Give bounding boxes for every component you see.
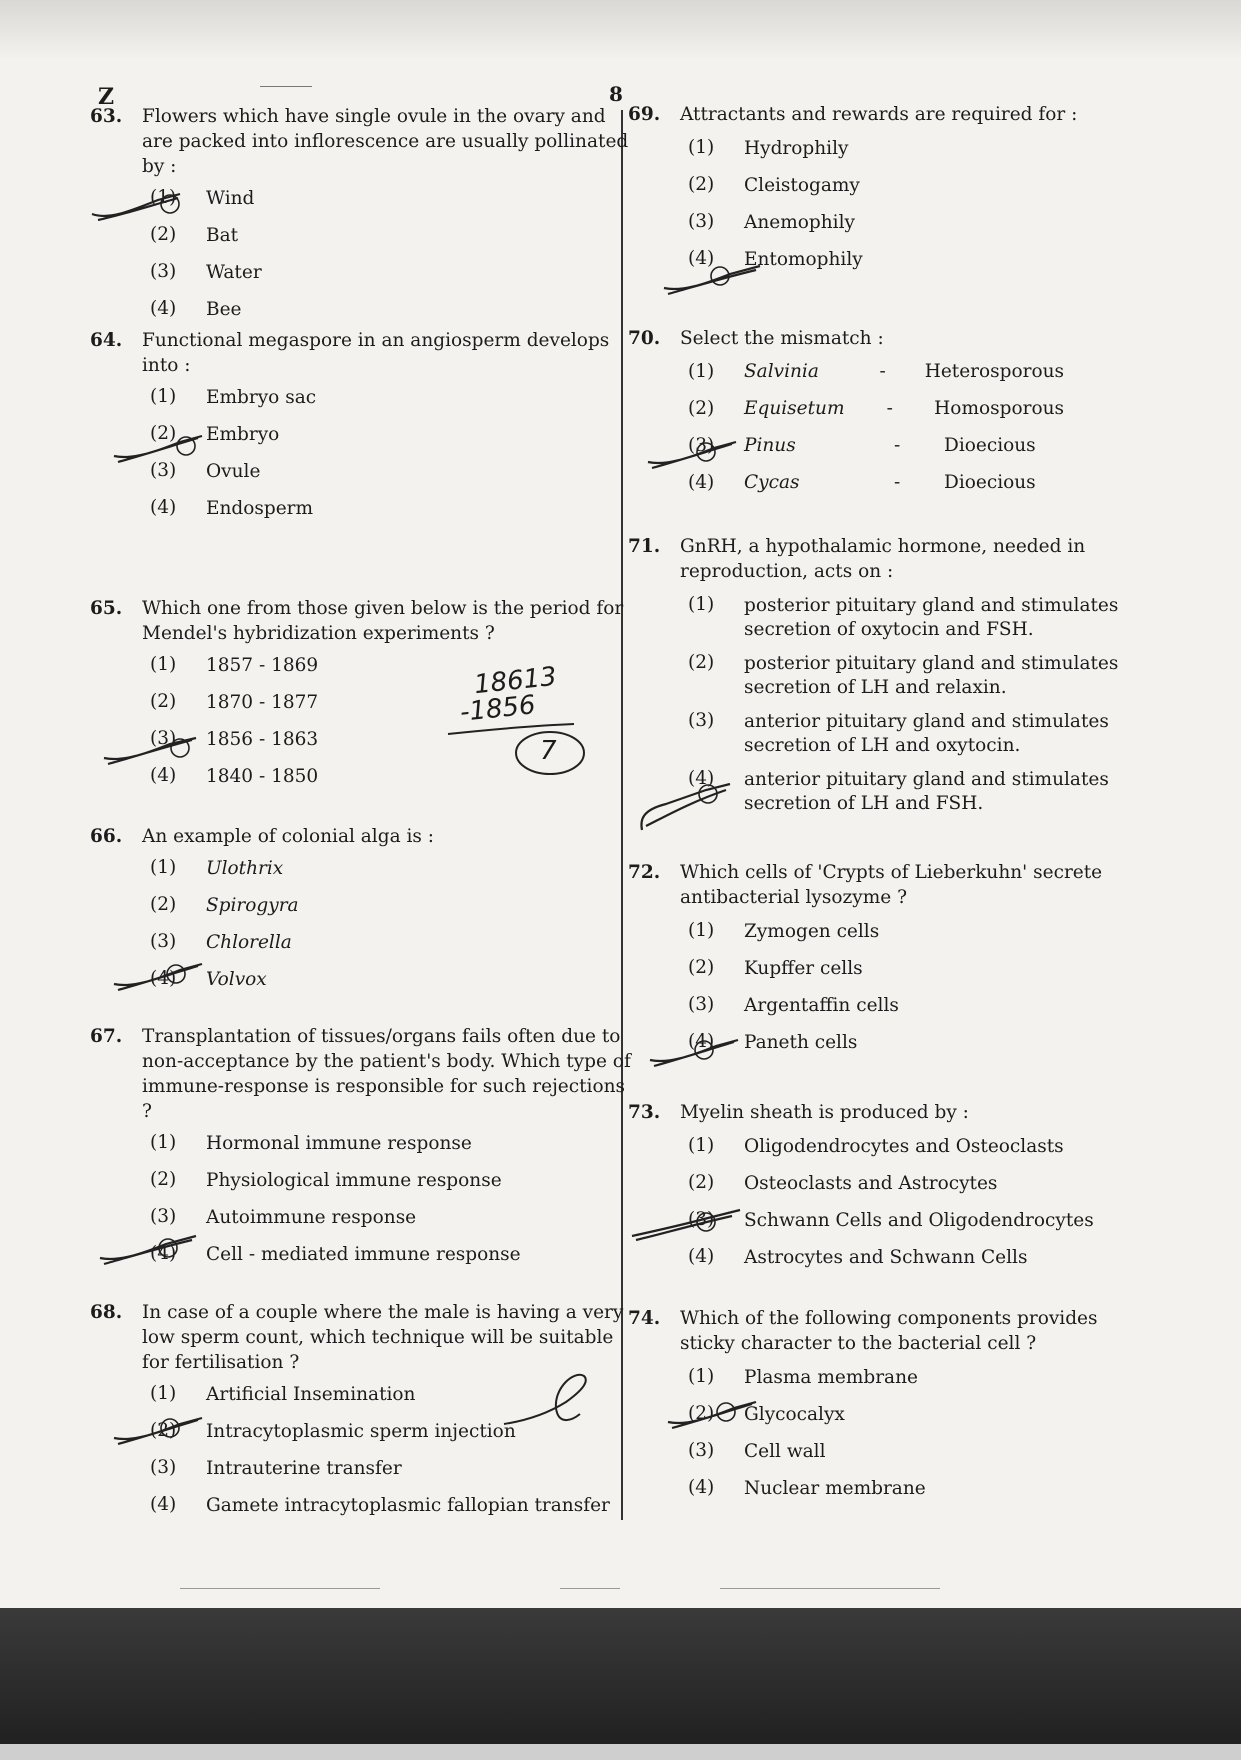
option-4[interactable]: (4) Astrocytes and Schwann Cells — [688, 1246, 1028, 1268]
question-number: 74. — [628, 1308, 661, 1329]
handwritten-calc-result: 7 — [540, 736, 557, 766]
question-number: 64. — [90, 330, 123, 351]
question-71 — [628, 534, 1148, 826]
option-2[interactable]: (2) Equisetum - Homosporous — [688, 398, 1064, 419]
option-3[interactable]: (3) Schwann Cells and Oligodendrocytes — [688, 1209, 1094, 1231]
header-rule — [260, 86, 312, 87]
question-number: 63. — [90, 106, 123, 127]
question-text: Transplantation of tissues/organs fails often due to non-acceptance by the patient's body. Which type of immune-response is responsible for such rejections ? — [142, 1026, 631, 1122]
option-1[interactable]: (1) Ulothrix — [150, 857, 284, 879]
option-2[interactable]: (2) Spirogyra — [150, 894, 299, 916]
question-65 — [90, 596, 636, 802]
option-2[interactable]: (2) Glycocalyx — [688, 1403, 845, 1425]
option-1[interactable]: (1) Oligodendrocytes and Osteoclasts — [688, 1135, 1064, 1157]
page-number: 8 — [609, 82, 623, 106]
handwritten-calc-top: 18613 — [472, 661, 559, 701]
option-2[interactable]: (2) Bat — [150, 224, 239, 246]
question-73 — [628, 1100, 1148, 1283]
option-1[interactable]: (1) Hydrophily — [688, 137, 849, 159]
question-text: Functional megaspore in an angiosperm develops into : — [142, 330, 610, 376]
option-1[interactable]: (1) Hormonal immune response — [150, 1132, 472, 1154]
question-text: Select the mismatch : — [680, 328, 884, 349]
handwritten-calc-bottom: -1856 — [458, 690, 537, 728]
question-66 — [90, 824, 636, 1005]
option-4[interactable]: (4) anterior pituitary gland and stimulates secretion of LH and FSH. — [688, 768, 1109, 814]
option-4[interactable]: (4) Gamete intracytoplasmic fallopian transfer — [150, 1494, 610, 1516]
question-number: 68. — [90, 1302, 123, 1323]
option-3[interactable]: (3) Anemophily — [688, 211, 855, 233]
option-2[interactable]: (2) Cleistogamy — [688, 174, 860, 196]
question-number: 72. — [628, 862, 661, 883]
option-2[interactable]: (2) Kupffer cells — [688, 957, 863, 979]
option-4[interactable]: (4) Volvox — [150, 968, 267, 990]
question-number: 69. — [628, 104, 661, 125]
option-1[interactable]: (1) Embryo sac — [150, 386, 317, 408]
scan-bottom-band — [0, 1608, 1241, 1760]
question-69 — [628, 102, 1148, 285]
footer-rule — [560, 1588, 620, 1589]
footer-rule — [180, 1588, 380, 1589]
option-4[interactable]: (4) 1840 - 1850 — [150, 765, 319, 787]
option-3[interactable]: (3) Water — [150, 261, 262, 283]
question-number: 73. — [628, 1102, 661, 1123]
question-63 — [90, 104, 636, 335]
question-67 — [90, 1024, 636, 1280]
option-4[interactable]: (4) Paneth cells — [688, 1031, 858, 1053]
option-3[interactable]: (3) Chlorella — [150, 931, 292, 953]
question-text: Which one from those given below is the period for Mendel's hybridization experiments ? — [142, 598, 624, 644]
question-number: 65. — [90, 598, 123, 619]
option-3[interactable]: (3) Pinus - Dioecious — [688, 435, 1036, 456]
question-text: An example of colonial alga is : — [142, 826, 434, 847]
option-2[interactable]: (2) 1870 - 1877 — [150, 691, 319, 713]
option-1[interactable]: (1) posterior pituitary gland and stimulates secretion of oxytocin and FSH. — [688, 594, 1119, 640]
option-3[interactable]: (3) 1856 - 1863 — [150, 728, 319, 750]
option-2[interactable]: (2) Physiological immune response — [150, 1169, 502, 1191]
scan-bottom-strip — [0, 1744, 1241, 1760]
question-70 — [628, 326, 1148, 509]
option-4[interactable]: (4) Bee — [150, 298, 242, 320]
option-3[interactable]: (3) Autoimmune response — [150, 1206, 417, 1228]
option-3[interactable]: (3) anterior pituitary gland and stimulates secretion of LH and oxytocin. — [688, 710, 1109, 756]
option-2[interactable]: (2) Embryo — [150, 423, 280, 445]
set-code: Z — [98, 84, 115, 110]
footer-rule — [720, 1588, 940, 1589]
question-number: 66. — [90, 826, 123, 847]
option-1[interactable]: (1) 1857 - 1869 — [150, 654, 319, 676]
question-text: In case of a couple where the male is having a very low sperm count, which technique will be suitable for fertilisation ? — [142, 1302, 624, 1373]
option-3[interactable]: (3) Cell wall — [688, 1440, 826, 1462]
option-1[interactable]: (1) Plasma membrane — [688, 1366, 918, 1388]
question-74 — [628, 1306, 1148, 1514]
question-number: 67. — [90, 1026, 123, 1047]
question-text: Attractants and rewards are required for : — [680, 104, 1078, 125]
question-text: Flowers which have single ovule in the ovary and are packed into inflorescence are usually pollinated by : — [142, 106, 629, 177]
option-1[interactable]: (1) Zymogen cells — [688, 920, 880, 942]
option-1[interactable]: (1) Salvinia - Heterosporous — [688, 361, 1064, 382]
scan-shadow — [0, 0, 1241, 60]
option-3[interactable]: (3) Intrauterine transfer — [150, 1457, 402, 1479]
option-3[interactable]: (3) Ovule — [150, 460, 261, 482]
question-text: Which of the following components provides sticky character to the bacterial cell ? — [680, 1308, 1098, 1354]
question-text: Which cells of 'Crypts of Lieberkuhn' secrete antibacterial lysozyme ? — [680, 862, 1103, 908]
option-3[interactable]: (3) Argentaffin cells — [688, 994, 899, 1016]
question-72 — [628, 860, 1148, 1068]
question-number: 71. — [628, 536, 661, 557]
question-64 — [90, 328, 636, 534]
option-1[interactable]: (1) Wind — [150, 187, 255, 209]
option-4[interactable]: (4) Cell - mediated immune response — [150, 1243, 521, 1265]
option-2[interactable]: (2) posterior pituitary gland and stimulates secretion of LH and relaxin. — [688, 652, 1119, 698]
option-4[interactable]: (4) Endosperm — [150, 497, 314, 519]
option-1[interactable]: (1) Artificial Insemination — [150, 1383, 416, 1405]
question-text: GnRH, a hypothalamic hormone, needed in reproduction, acts on : — [680, 536, 1086, 582]
question-text: Myelin sheath is produced by : — [680, 1102, 969, 1123]
option-4[interactable]: (4) Cycas - Dioecious — [688, 472, 1036, 493]
option-2[interactable]: (2) Osteoclasts and Astrocytes — [688, 1172, 998, 1194]
option-4[interactable]: (4) Entomophily — [688, 248, 863, 270]
option-4[interactable]: (4) Nuclear membrane — [688, 1477, 926, 1499]
question-number: 70. — [628, 328, 661, 349]
option-2[interactable]: (2) Intracytoplasmic sperm injection — [150, 1420, 516, 1442]
question-68 — [90, 1300, 636, 1531]
